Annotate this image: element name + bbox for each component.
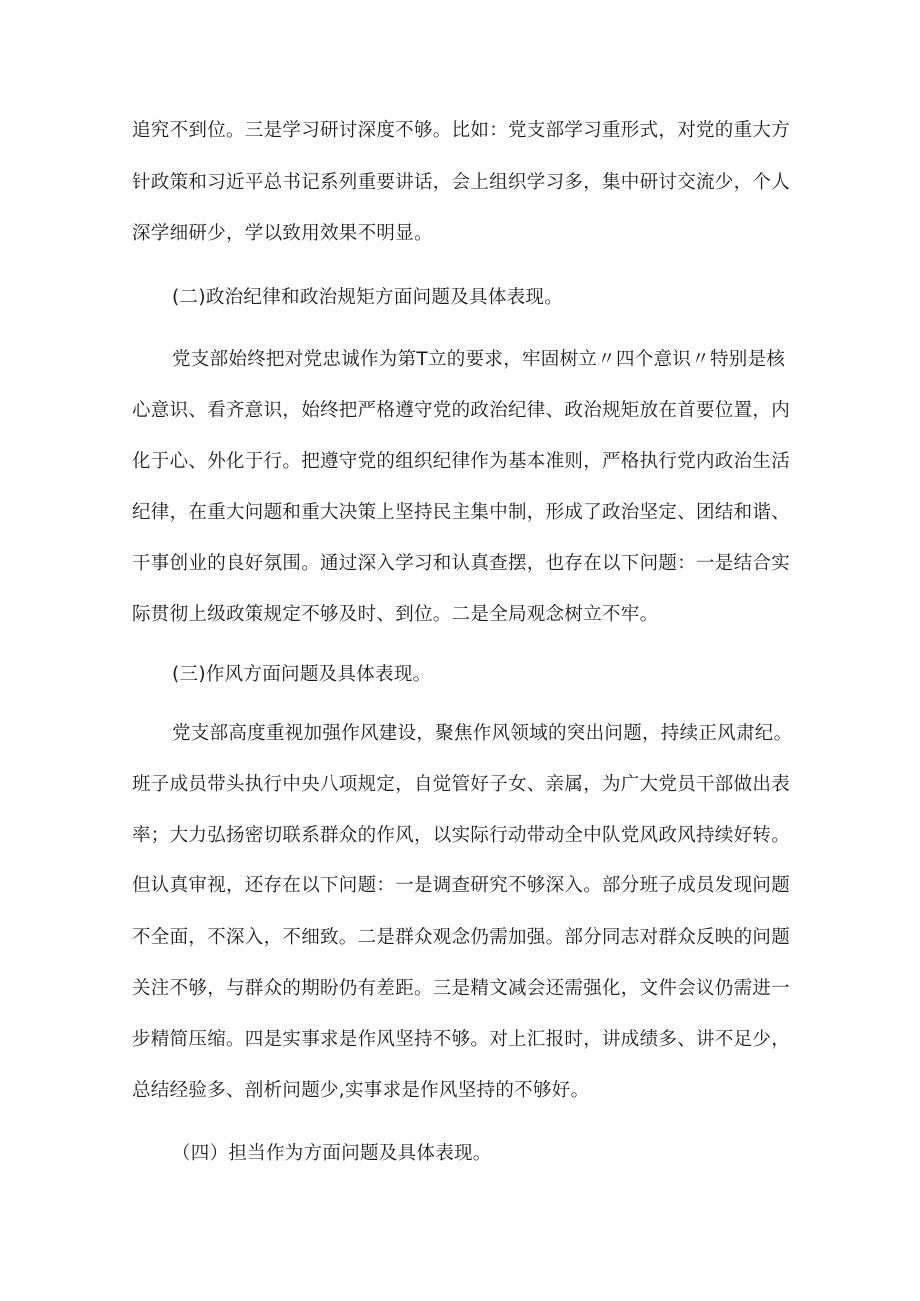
paragraph-3-line-2: 班子成员带头执行中央八项规定，自觉管好子女、亲属，为广大党员干部做出表	[132, 774, 791, 795]
paragraph-2-line-2: 心意识、看齐意识，始终把严格遵守党的政治纪律、政治规矩放在首要位置，内	[132, 400, 791, 421]
paragraph-3-line-8: 总结经验多、剖析问题少,实事求是作风坚持的不够好。	[132, 1080, 590, 1101]
section-heading-4: （四）担当作为方面问题及具体表现。	[172, 1143, 492, 1164]
paragraph-2-line-3: 化于心、外化于行。把遵守党的组织纪律作为基本准则，严格执行党内政治生活	[132, 451, 791, 472]
paragraph-2-line-6: 际贯彻上级政策规定不够及时、到位。二是全局观念树立不牢。	[132, 604, 659, 625]
paragraph-1-line-2: 针政策和习近平总书记系列重要讲话，会上组织学习多，集中研讨交流少，个人	[132, 172, 791, 193]
paragraph-3-line-7: 步精简压缩。四是实事求是作风坚持不够。对上汇报时，讲成绩多、讲不足少，	[132, 1029, 791, 1050]
paragraph-3-line-1: 党支部高度重视加强作风建设，聚焦作风领域的突出问题，持续正风肃纪。	[172, 723, 793, 744]
paragraph-3-line-4: 但认真审视，还存在以下问题：一是调查研究不够深入。部分班子成员发现问题	[132, 875, 791, 896]
paragraph-1-line-1: 追究不到位。三是学习研讨深度不够。比如：党支部学习重形式，对党的重大方	[132, 120, 791, 141]
paragraph-3-line-5: 不全面，不深入，不细致。二是群众观念仍需加强。部分同志对群众反映的问题	[132, 927, 791, 948]
paragraph-3-line-6: 关注不够，与群众的期盼仍有差距。三是精文减会还需强化，文件会议仍需进一	[132, 978, 791, 999]
paragraph-2-line-4: 纪律，在重大问题和重大决策上坚持民主集中制，形成了政治坚定、团结和谐、	[132, 502, 791, 523]
section-heading-2: (二)政治纪律和政治规矩方面问题及具体表现。	[172, 287, 564, 308]
paragraph-3-line-3: 率；大力弘扬密切联系群众的作风，以实际行动带动全中队党风政风持续好转。	[132, 825, 791, 846]
paragraph-1-line-3: 深学细研少，学以致用效果不明显。	[132, 223, 433, 244]
paragraph-2-line-1: 党支部始终把对党忠诚作为第T立的要求，牢固树立〃四个意识〃特别是核	[172, 349, 786, 370]
paragraph-2-line-5: 干事创业的良好氛围。通过深入学习和认真查摆，也存在以下问题：一是结合实	[132, 553, 791, 574]
section-heading-3: (三)作风方面问题及具体表现。	[172, 664, 432, 685]
